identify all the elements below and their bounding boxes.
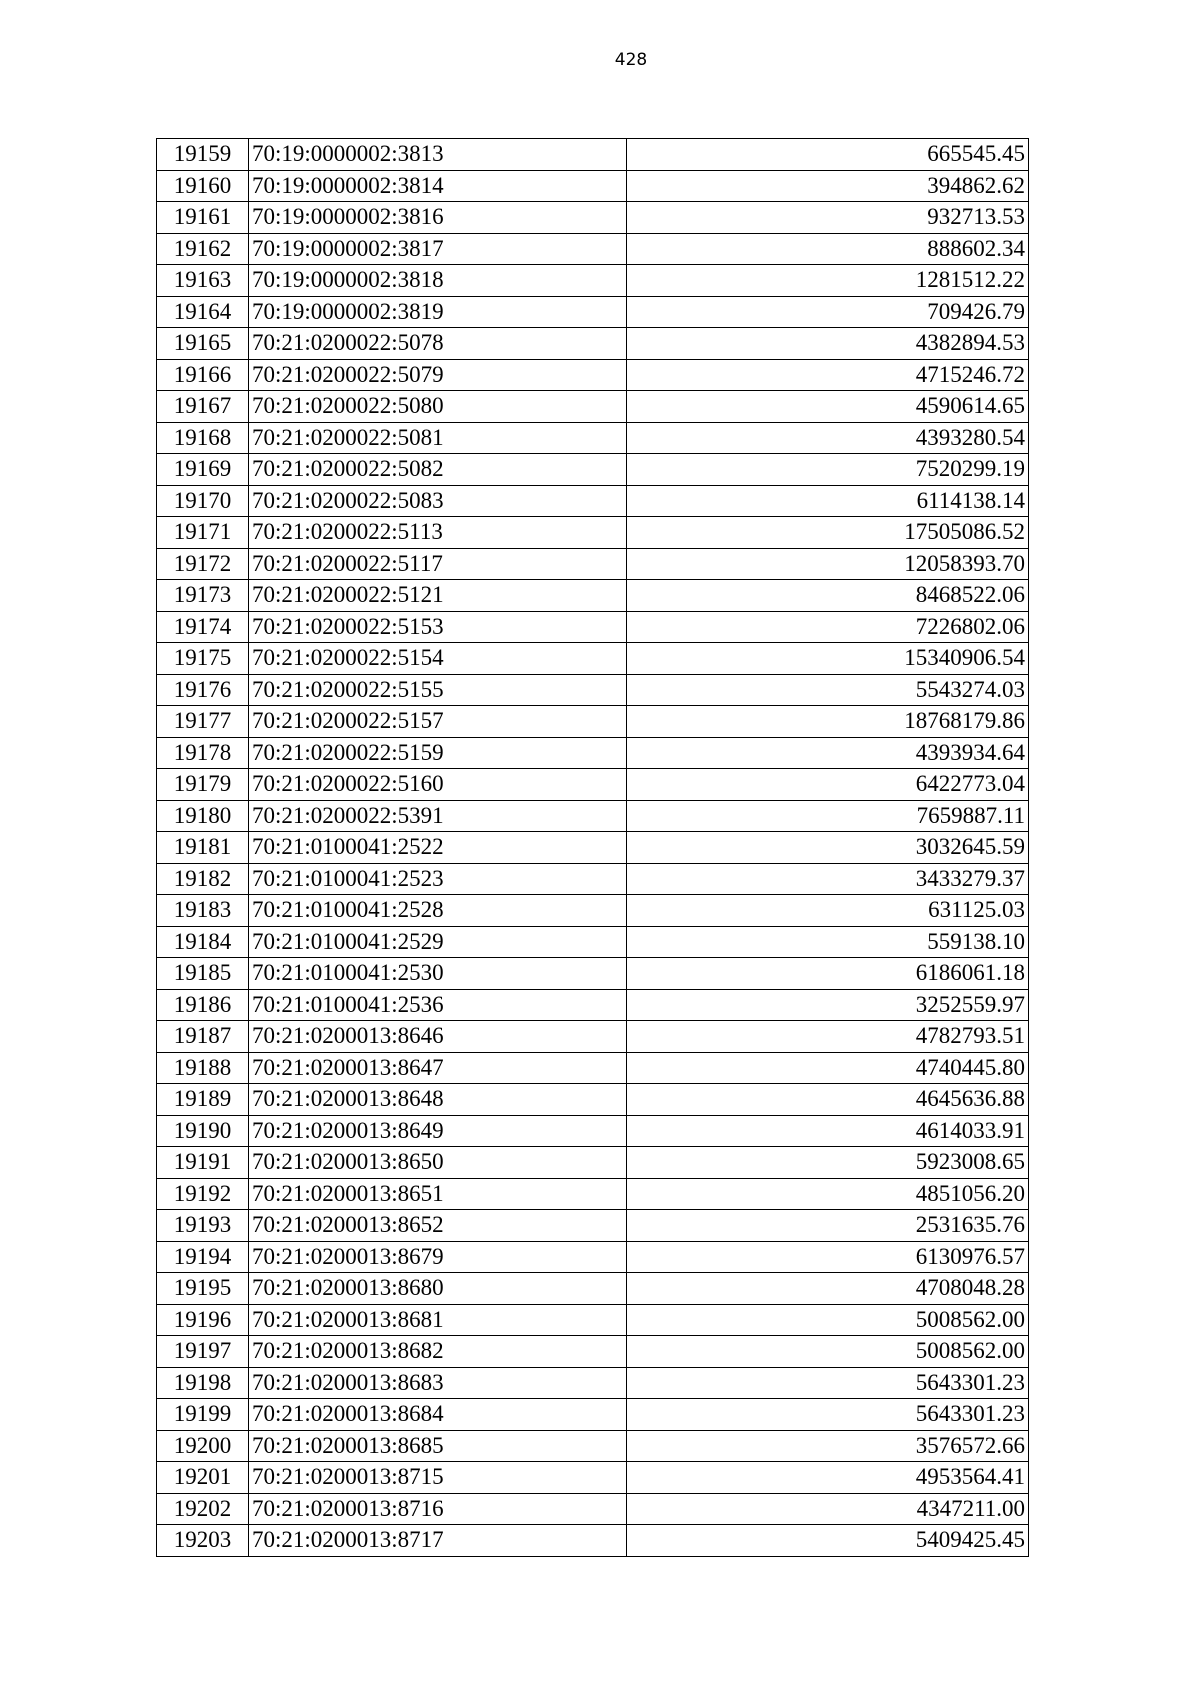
value-cell: 665545.45 bbox=[627, 139, 1029, 171]
value-cell: 5543274.03 bbox=[627, 674, 1029, 706]
table-row bbox=[157, 1021, 1029, 1053]
value-cell: 2531635.76 bbox=[627, 1210, 1029, 1242]
row-number-cell: 19190 bbox=[157, 1115, 249, 1147]
row-number-cell: 19181 bbox=[157, 832, 249, 864]
cadastral-number-cell: 70:21:0200013:8682 bbox=[249, 1336, 627, 1368]
row-number-cell: 19185 bbox=[157, 958, 249, 990]
row-number-cell: 19159 bbox=[157, 139, 249, 171]
table-row bbox=[157, 1525, 1029, 1557]
row-number-cell: 19197 bbox=[157, 1336, 249, 1368]
cadastral-number-cell: 70:21:0200013:8646 bbox=[249, 1021, 627, 1053]
row-number-cell: 19173 bbox=[157, 580, 249, 612]
cadastral-number-cell: 70:21:0200013:8685 bbox=[249, 1430, 627, 1462]
value-cell: 3032645.59 bbox=[627, 832, 1029, 864]
value-cell: 3252559.97 bbox=[627, 989, 1029, 1021]
table-row bbox=[157, 391, 1029, 423]
cadastral-number-cell: 70:21:0200022:5081 bbox=[249, 422, 627, 454]
value-cell: 4614033.91 bbox=[627, 1115, 1029, 1147]
row-number-cell: 19186 bbox=[157, 989, 249, 1021]
cadastral-number-cell: 70:19:0000002:3813 bbox=[249, 139, 627, 171]
row-number-cell: 19183 bbox=[157, 895, 249, 927]
row-number-cell: 19187 bbox=[157, 1021, 249, 1053]
table-row bbox=[157, 800, 1029, 832]
row-number-cell: 19180 bbox=[157, 800, 249, 832]
value-cell: 631125.03 bbox=[627, 895, 1029, 927]
cadastral-number-cell: 70:19:0000002:3814 bbox=[249, 170, 627, 202]
cadastral-number-cell: 70:21:0200022:5154 bbox=[249, 643, 627, 675]
row-number-cell: 19199 bbox=[157, 1399, 249, 1431]
cadastral-number-cell: 70:21:0200022:5160 bbox=[249, 769, 627, 801]
table-row bbox=[157, 958, 1029, 990]
table-row bbox=[157, 611, 1029, 643]
value-cell: 4708048.28 bbox=[627, 1273, 1029, 1305]
value-cell: 4393934.64 bbox=[627, 737, 1029, 769]
table-row bbox=[157, 1084, 1029, 1116]
cadastral-number-cell: 70:21:0200022:5079 bbox=[249, 359, 627, 391]
value-cell: 6186061.18 bbox=[627, 958, 1029, 990]
table-row bbox=[157, 485, 1029, 517]
cadastral-number-cell: 70:19:0000002:3818 bbox=[249, 265, 627, 297]
cadastral-number-cell: 70:21:0100041:2529 bbox=[249, 926, 627, 958]
cadastral-number-cell: 70:21:0200022:5082 bbox=[249, 454, 627, 486]
value-cell: 6130976.57 bbox=[627, 1241, 1029, 1273]
row-number-cell: 19194 bbox=[157, 1241, 249, 1273]
value-cell: 4590614.65 bbox=[627, 391, 1029, 423]
table-row bbox=[157, 832, 1029, 864]
cadastral-number-cell: 70:21:0200022:5157 bbox=[249, 706, 627, 738]
table-row bbox=[157, 328, 1029, 360]
cadastral-number-cell: 70:21:0200013:8683 bbox=[249, 1367, 627, 1399]
cadastral-number-cell: 70:21:0200022:5080 bbox=[249, 391, 627, 423]
cadastral-number-cell: 70:21:0200013:8717 bbox=[249, 1525, 627, 1557]
row-number-cell: 19166 bbox=[157, 359, 249, 391]
cadastral-number-cell: 70:21:0100041:2536 bbox=[249, 989, 627, 1021]
cadastral-number-cell: 70:21:0200013:8652 bbox=[249, 1210, 627, 1242]
cadastral-number-cell: 70:21:0200022:5117 bbox=[249, 548, 627, 580]
table-row bbox=[157, 1210, 1029, 1242]
value-cell: 7659887.11 bbox=[627, 800, 1029, 832]
cadastral-number-cell: 70:21:0200013:8679 bbox=[249, 1241, 627, 1273]
table-row bbox=[157, 454, 1029, 486]
value-cell: 12058393.70 bbox=[627, 548, 1029, 580]
table-row bbox=[157, 1430, 1029, 1462]
table-row bbox=[157, 1399, 1029, 1431]
value-cell: 17505086.52 bbox=[627, 517, 1029, 549]
value-cell: 3576572.66 bbox=[627, 1430, 1029, 1462]
table-row bbox=[157, 422, 1029, 454]
table-row bbox=[157, 643, 1029, 675]
table-row bbox=[157, 1115, 1029, 1147]
value-cell: 4740445.80 bbox=[627, 1052, 1029, 1084]
row-number-cell: 19182 bbox=[157, 863, 249, 895]
cadastral-number-cell: 70:21:0100041:2522 bbox=[249, 832, 627, 864]
value-cell: 3433279.37 bbox=[627, 863, 1029, 895]
value-cell: 6114138.14 bbox=[627, 485, 1029, 517]
value-cell: 5643301.23 bbox=[627, 1399, 1029, 1431]
value-cell: 4347211.00 bbox=[627, 1493, 1029, 1525]
table-row bbox=[157, 737, 1029, 769]
value-cell: 6422773.04 bbox=[627, 769, 1029, 801]
row-number-cell: 19198 bbox=[157, 1367, 249, 1399]
row-number-cell: 19193 bbox=[157, 1210, 249, 1242]
table-row bbox=[157, 580, 1029, 612]
row-number-cell: 19171 bbox=[157, 517, 249, 549]
row-number-cell: 19161 bbox=[157, 202, 249, 234]
value-cell: 8468522.06 bbox=[627, 580, 1029, 612]
value-cell: 559138.10 bbox=[627, 926, 1029, 958]
value-cell: 15340906.54 bbox=[627, 643, 1029, 675]
row-number-cell: 19189 bbox=[157, 1084, 249, 1116]
row-number-cell: 19175 bbox=[157, 643, 249, 675]
value-cell: 7226802.06 bbox=[627, 611, 1029, 643]
value-cell: 4953564.41 bbox=[627, 1462, 1029, 1494]
value-cell: 888602.34 bbox=[627, 233, 1029, 265]
cadastral-number-cell: 70:21:0200022:5155 bbox=[249, 674, 627, 706]
value-cell: 4782793.51 bbox=[627, 1021, 1029, 1053]
table-row bbox=[157, 1273, 1029, 1305]
table-row bbox=[157, 359, 1029, 391]
cadastral-number-cell: 70:19:0000002:3816 bbox=[249, 202, 627, 234]
cadastral-number-cell: 70:21:0200022:5153 bbox=[249, 611, 627, 643]
value-cell: 7520299.19 bbox=[627, 454, 1029, 486]
row-number-cell: 19201 bbox=[157, 1462, 249, 1494]
row-number-cell: 19191 bbox=[157, 1147, 249, 1179]
cadastral-number-cell: 70:21:0200013:8647 bbox=[249, 1052, 627, 1084]
value-cell: 5923008.65 bbox=[627, 1147, 1029, 1179]
cadastral-number-cell: 70:21:0200013:8715 bbox=[249, 1462, 627, 1494]
value-cell: 5643301.23 bbox=[627, 1367, 1029, 1399]
value-cell: 4382894.53 bbox=[627, 328, 1029, 360]
value-cell: 5008562.00 bbox=[627, 1336, 1029, 1368]
table-row bbox=[157, 674, 1029, 706]
value-cell: 932713.53 bbox=[627, 202, 1029, 234]
value-cell: 1281512.22 bbox=[627, 265, 1029, 297]
table-row bbox=[157, 989, 1029, 1021]
row-number-cell: 19169 bbox=[157, 454, 249, 486]
cadastral-number-cell: 70:21:0200022:5078 bbox=[249, 328, 627, 360]
value-cell: 5008562.00 bbox=[627, 1304, 1029, 1336]
cadastral-number-cell: 70:21:0200022:5159 bbox=[249, 737, 627, 769]
table-row bbox=[157, 265, 1029, 297]
cadastral-number-cell: 70:21:0200013:8684 bbox=[249, 1399, 627, 1431]
table-row bbox=[157, 1241, 1029, 1273]
cadastral-number-cell: 70:21:0200013:8649 bbox=[249, 1115, 627, 1147]
table-row bbox=[157, 1462, 1029, 1494]
cadastral-number-cell: 70:21:0100041:2530 bbox=[249, 958, 627, 990]
cadastral-number-cell: 70:21:0100041:2523 bbox=[249, 863, 627, 895]
cadastral-number-cell: 70:21:0200013:8651 bbox=[249, 1178, 627, 1210]
page-number: 428 bbox=[614, 50, 648, 70]
table-row bbox=[157, 1052, 1029, 1084]
table-row bbox=[157, 1147, 1029, 1179]
table-row bbox=[157, 926, 1029, 958]
row-number-cell: 19162 bbox=[157, 233, 249, 265]
row-number-cell: 19179 bbox=[157, 769, 249, 801]
row-number-cell: 19192 bbox=[157, 1178, 249, 1210]
row-number-cell: 19165 bbox=[157, 328, 249, 360]
table-row bbox=[157, 139, 1029, 171]
cadastral-number-cell: 70:21:0200022:5083 bbox=[249, 485, 627, 517]
row-number-cell: 19178 bbox=[157, 737, 249, 769]
row-number-cell: 19163 bbox=[157, 265, 249, 297]
row-number-cell: 19164 bbox=[157, 296, 249, 328]
table-row bbox=[157, 1178, 1029, 1210]
table-row bbox=[157, 170, 1029, 202]
value-cell: 709426.79 bbox=[627, 296, 1029, 328]
row-number-cell: 19167 bbox=[157, 391, 249, 423]
value-cell: 5409425.45 bbox=[627, 1525, 1029, 1557]
cadastral-number-cell: 70:21:0100041:2528 bbox=[249, 895, 627, 927]
cadastral-number-cell: 70:21:0200022:5113 bbox=[249, 517, 627, 549]
value-cell: 4851056.20 bbox=[627, 1178, 1029, 1210]
cadastral-number-cell: 70:21:0200013:8680 bbox=[249, 1273, 627, 1305]
cadastral-number-cell: 70:21:0200013:8648 bbox=[249, 1084, 627, 1116]
row-number-cell: 19176 bbox=[157, 674, 249, 706]
cadastral-number-cell: 70:19:0000002:3817 bbox=[249, 233, 627, 265]
table-row bbox=[157, 202, 1029, 234]
table-row bbox=[157, 296, 1029, 328]
row-number-cell: 19184 bbox=[157, 926, 249, 958]
value-cell: 4393280.54 bbox=[627, 422, 1029, 454]
table-row bbox=[157, 706, 1029, 738]
registry-table bbox=[156, 138, 1029, 1557]
table-row bbox=[157, 1336, 1029, 1368]
table-row bbox=[157, 895, 1029, 927]
table-row bbox=[157, 1493, 1029, 1525]
cadastral-number-cell: 70:21:0200013:8681 bbox=[249, 1304, 627, 1336]
registry-table-body bbox=[157, 139, 1029, 1557]
row-number-cell: 19196 bbox=[157, 1304, 249, 1336]
table-row bbox=[157, 1304, 1029, 1336]
value-cell: 4715246.72 bbox=[627, 359, 1029, 391]
cadastral-number-cell: 70:21:0200022:5391 bbox=[249, 800, 627, 832]
table-row bbox=[157, 1367, 1029, 1399]
row-number-cell: 19200 bbox=[157, 1430, 249, 1462]
table-row bbox=[157, 233, 1029, 265]
table-row bbox=[157, 863, 1029, 895]
table-row bbox=[157, 769, 1029, 801]
table-row bbox=[157, 548, 1029, 580]
value-cell: 394862.62 bbox=[627, 170, 1029, 202]
cadastral-number-cell: 70:21:0200013:8650 bbox=[249, 1147, 627, 1179]
table-row bbox=[157, 517, 1029, 549]
cadastral-number-cell: 70:19:0000002:3819 bbox=[249, 296, 627, 328]
row-number-cell: 19202 bbox=[157, 1493, 249, 1525]
row-number-cell: 19172 bbox=[157, 548, 249, 580]
row-number-cell: 19188 bbox=[157, 1052, 249, 1084]
value-cell: 4645636.88 bbox=[627, 1084, 1029, 1116]
cadastral-number-cell: 70:21:0200013:8716 bbox=[249, 1493, 627, 1525]
row-number-cell: 19195 bbox=[157, 1273, 249, 1305]
row-number-cell: 19170 bbox=[157, 485, 249, 517]
row-number-cell: 19168 bbox=[157, 422, 249, 454]
cadastral-number-cell: 70:21:0200022:5121 bbox=[249, 580, 627, 612]
row-number-cell: 19160 bbox=[157, 170, 249, 202]
row-number-cell: 19203 bbox=[157, 1525, 249, 1557]
value-cell: 18768179.86 bbox=[627, 706, 1029, 738]
row-number-cell: 19177 bbox=[157, 706, 249, 738]
row-number-cell: 19174 bbox=[157, 611, 249, 643]
